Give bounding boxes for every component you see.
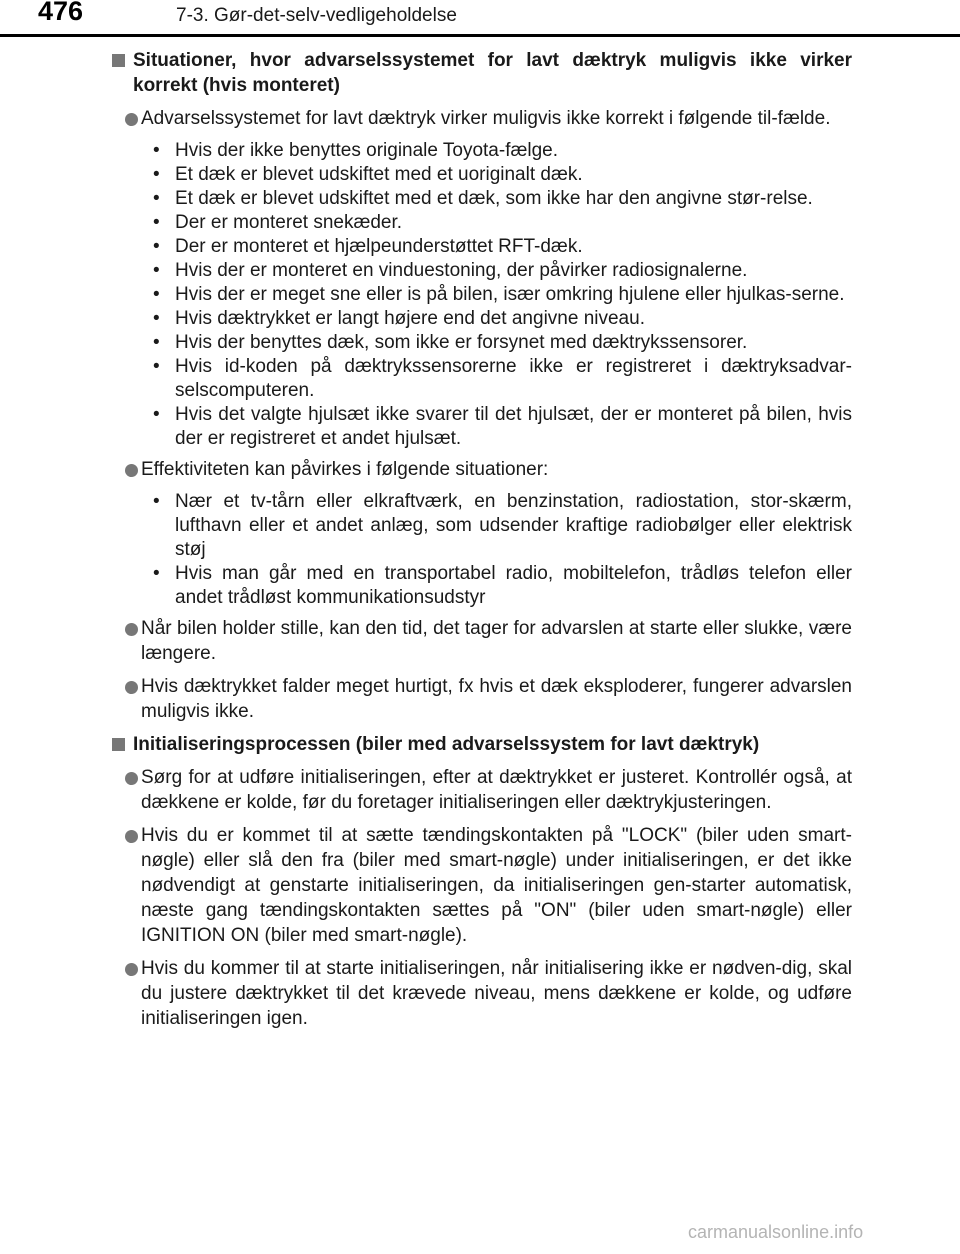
circle-bullet-icon <box>125 623 138 636</box>
bullet-item: • Nær et tv-tårn eller elkraftværk, en benzinstation, radiostation, stor-skærm, lufthavn eller et andet anlæg, som udsender kraftige radiobølger eller elektrisk støj <box>158 490 852 562</box>
list-item <box>112 457 852 482</box>
bullet-item: • Hvis id-koden på dæktrykssensorerne ikke er registreret i dæktryksadvar-selscomputeren. <box>158 355 852 403</box>
bullet-item: • Der er monteret snekæder. <box>158 211 852 235</box>
item-text: Sørg for at udføre initialiseringen, efter at dæktrykket er justeret. Kontrollér også, at dækkene er kolde, før du foretager initialiseringen eller dæktrykjusteringen. <box>141 767 852 813</box>
item-text: Hvis du kommer til at starte initialiseringen, når initialisering ikke er nødven-dig, skal du justere dæktrykket til det krævede niveau, mens dækkene er kolde, og udføre initialiseringen igen. <box>141 958 852 1029</box>
bullet-list <box>112 490 852 610</box>
item-text: Hvis du er kommet til at sætte tændingskontakten på "LOCK" (biler uden smart-nøgle) eller slå den fra (biler med smart-nøgle) under initialiseringen, er det ikke nødvendigt at genstarte initialiseringen, da initialiseringen gen-starter automatisk, næste gang tændingskontakten sættes på "ON" (biler uden smart-nøgle) eller IGNITION ON (biler med smart-nøgle). <box>141 825 852 946</box>
bullet-item: • Der er monteret et hjælpeunderstøttet RFT-dæk. <box>158 235 852 259</box>
bullet-item: • Hvis dæktrykket er langt højere end det angivne niveau. <box>158 307 852 331</box>
circle-bullet-icon <box>125 772 138 785</box>
bullet-list <box>112 139 852 451</box>
circle-bullet-icon <box>125 681 138 694</box>
item-text: Advarselssystemet for lavt dæktryk virker muligvis ikke korrekt i følgende til-fælde. <box>141 108 831 129</box>
page-number: 476 <box>38 0 84 26</box>
section-heading <box>112 732 852 757</box>
page-header <box>0 0 960 40</box>
header-rule <box>0 34 960 37</box>
section-title: Initialiseringsprocessen (biler med advarselssystem for lavt dæktryk) <box>133 734 760 755</box>
bullet-item: • Hvis der ikke benyttes originale Toyota-fælge. <box>158 139 852 163</box>
circle-bullet-icon <box>125 464 138 477</box>
list-item <box>112 823 852 948</box>
bullet-item: • Hvis der er meget sne eller is på bilen, især omkring hjulene eller hjulkas-serne. <box>158 283 852 307</box>
bullet-item: • Hvis der benyttes dæk, som ikke er forsynet med dæktrykssensorer. <box>158 331 852 355</box>
list-item <box>112 956 852 1031</box>
circle-bullet-icon <box>125 963 138 976</box>
page-body <box>112 48 852 1039</box>
bullet-item: • Hvis det valgte hjulsæt ikke svarer til det hjulsæt, der er monteret på bilen, hvis der er registreret et andet hjulsæt. <box>158 403 852 451</box>
list-item <box>112 674 852 724</box>
list-item <box>112 616 852 666</box>
section-title: Situationer, hvor advarselssystemet for lavt dæktryk muligvis ikke virker korrekt (hvis monteret) <box>133 50 852 96</box>
chapter-title: 7-3. Gør-det-selv-vedligeholdelse <box>176 5 457 26</box>
circle-bullet-icon <box>125 113 138 126</box>
bullet-item: • Hvis der er monteret en vinduestoning, der påvirker radiosignalerne. <box>158 259 852 283</box>
bullet-item: • Et dæk er blevet udskiftet med et dæk, som ikke har den angivne stør-relse. <box>158 187 852 211</box>
bullet-item: • Hvis man går med en transportabel radio, mobiltelefon, trådløs telefon eller andet trådløst kommunikationsudstyr <box>158 562 852 610</box>
square-bullet-icon <box>112 738 125 751</box>
circle-bullet-icon <box>125 830 138 843</box>
item-text: Effektiviteten kan påvirkes i følgende situationer: <box>141 459 549 480</box>
item-text: Når bilen holder stille, kan den tid, det tager for advarslen at starte eller slukke, være længere. <box>141 618 852 664</box>
bullet-item: • Et dæk er blevet udskiftet med et uoriginalt dæk. <box>158 163 852 187</box>
item-text: Hvis dæktrykket falder meget hurtigt, fx hvis et dæk eksploderer, fungerer advarslen muligvis ikke. <box>141 676 852 722</box>
square-bullet-icon <box>112 54 125 67</box>
list-item <box>112 106 852 131</box>
section-heading <box>112 48 852 98</box>
list-item <box>112 765 852 815</box>
watermark: carmanualsonline.info <box>688 1222 864 1242</box>
